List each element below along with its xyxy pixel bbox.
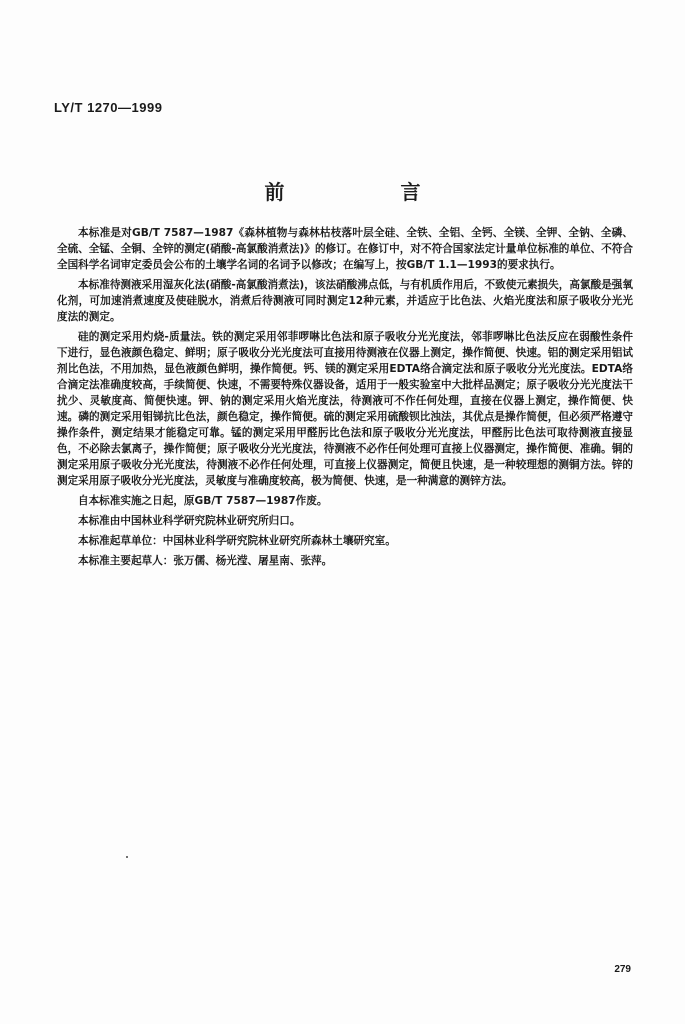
- standard-code: LY/T 1270—1999: [54, 100, 163, 115]
- paragraph-responsible-body: 本标准由中国林业科学研究院林业研究所归口。: [78, 515, 301, 527]
- paragraph-drafters: 本标准主要起草人：张万儒、杨光滢、屠星南、张萍。: [78, 555, 333, 567]
- paragraph-revision: 本标准是对GB/T 7587—1987《森林植物与森林枯枝落叶层全硅、全铁、全铝、全钙、全镁、全钾、全钠、全磷、全硫、全锰、全铜、全锌的测定(硝酸-高氯酸消煮法)》的修订。在修订中，对不符合国家法定计量单位标准的单位、不符合全国科学名词审定委员会公布的土壤学名词的名词予以修改；在编写上，按GB/T 1.1—1993的要求执行。: [57, 227, 633, 271]
- foreword-body: [57, 225, 633, 573]
- paragraph-element-methods: 硅的测定采用灼烧-质量法。铁的测定采用邻菲啰啉比色法和原子吸收分光光度法，邻菲啰啉比色法反应在弱酸性条件下进行，显色液颜色稳定、鲜明；原子吸收分光光度法可直接用待测液在仪器上测定，操作简便、快速。铝的测定采用铝试剂比色法，不用加热，显色液颜色鲜明，操作简便。钙、镁的测定采用EDTA络合滴定法和原子吸收分光光度法。EDTA络合滴定法准确度较高，手续简便、快速，不需要特殊仪器设备，适用于一般实验室中大批样品测定；原子吸收分光光度法干扰少、灵敏度高、简便快速。钾、钠的测定采用火焰光度法，待测液可不作任何处理，直接在仪器上测定，操作简便、快速。磷的测定采用钼锑抗比色法，颜色稳定，操作简便。硫的测定采用硫酸钡比浊法，其优点是操作简便，但必须严格遵守操作条件，测定结果才能稳定可靠。锰的测定采用甲醛肟比色法和原子吸收分光光度法，甲醛肟比色法可取待测液直接显色，不必除去氯离子，操作简便；原子吸收分光光度法，待测液不必作任何处理可直接上仪器测定，操作简便、准确。铜的测定采用原子吸收分光光度法，待测液不必作任何处理，可直接上仪器测定，简便且快速，是一种较理想的测铜方法。锌的测定采用原子吸收分光光度法，灵敏度与准确度较高，极为简便、快速，是一种满意的测锌方法。: [57, 331, 633, 487]
- page-title: 前 言: [264, 180, 469, 204]
- paragraph-digestion-method: 本标准待测液采用湿灰化法(硝酸-高氯酸消煮法)，该法硝酸沸点低，与有机质作用后，不致使元素损失，高氯酸是强氧化剂，可加速消煮速度及使硅脱水，消煮后待测液可同时测定12种元素，并适应于比色法、火焰光度法和原子吸收分光光度法的测定。: [57, 279, 633, 323]
- page-number: 279: [614, 964, 631, 975]
- paragraph-supersedes: 自本标准实施之日起，原GB/T 7587—1987作废。: [78, 495, 328, 507]
- scan-speck: [126, 856, 128, 858]
- paragraph-drafting-unit: 本标准起草单位：中国林业科学研究院林业研究所森林土壤研究室。: [78, 535, 396, 547]
